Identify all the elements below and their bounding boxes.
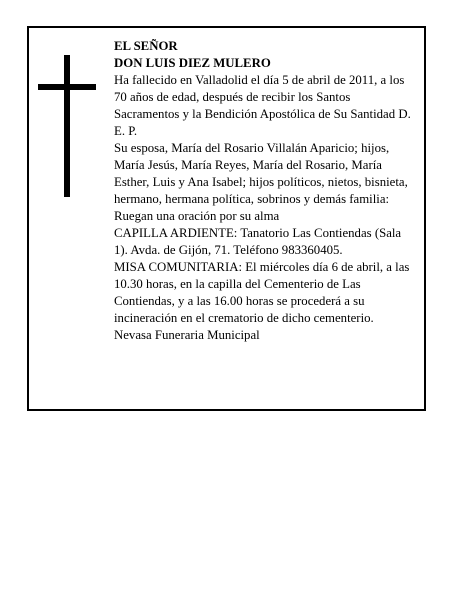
family-list: Su esposa, María del Rosario Villalán Aparicio; hijos, María Jesús, María Reyes, María del Rosario, María Esther, Luis y Ana Isabel; hijos políticos, nietos, bisnieta, hermano, hermana política, sobrinos y demás familia:: [114, 141, 408, 206]
death-announcement: Ha fallecido en Valladolid el día 5 de abril de 2011, a los 70 años de edad, después de recibir los Santos Sacramentos y la Bendición Apostólica de Su Santidad D. E. P.: [114, 73, 411, 138]
cross-icon: [64, 55, 70, 197]
cross-icon-crossbar: [38, 84, 96, 90]
heading-title: EL SEÑOR: [114, 39, 178, 53]
prayer-request: Ruegan una oración por su alma: [114, 209, 280, 223]
deceased-name: DON LUIS DIEZ MULERO: [114, 56, 271, 70]
funeral-home: Nevasa Funeraria Municipal: [114, 328, 260, 342]
mass-info: MISA COMUNITARIA: El miércoles día 6 de abril, a las 10.30 horas, en la capilla del Cementerio de Las Contiendas, y a las 16.00 horas se procederá a su incineración en el crematorio de dicho cementerio.: [114, 260, 410, 325]
chapel-info: CAPILLA ARDIENTE: Tanatorio Las Contiendas (Sala 1). Avda. de Gijón, 71. Teléfono 983360405.: [114, 226, 402, 257]
obituary-text: [114, 38, 418, 344]
